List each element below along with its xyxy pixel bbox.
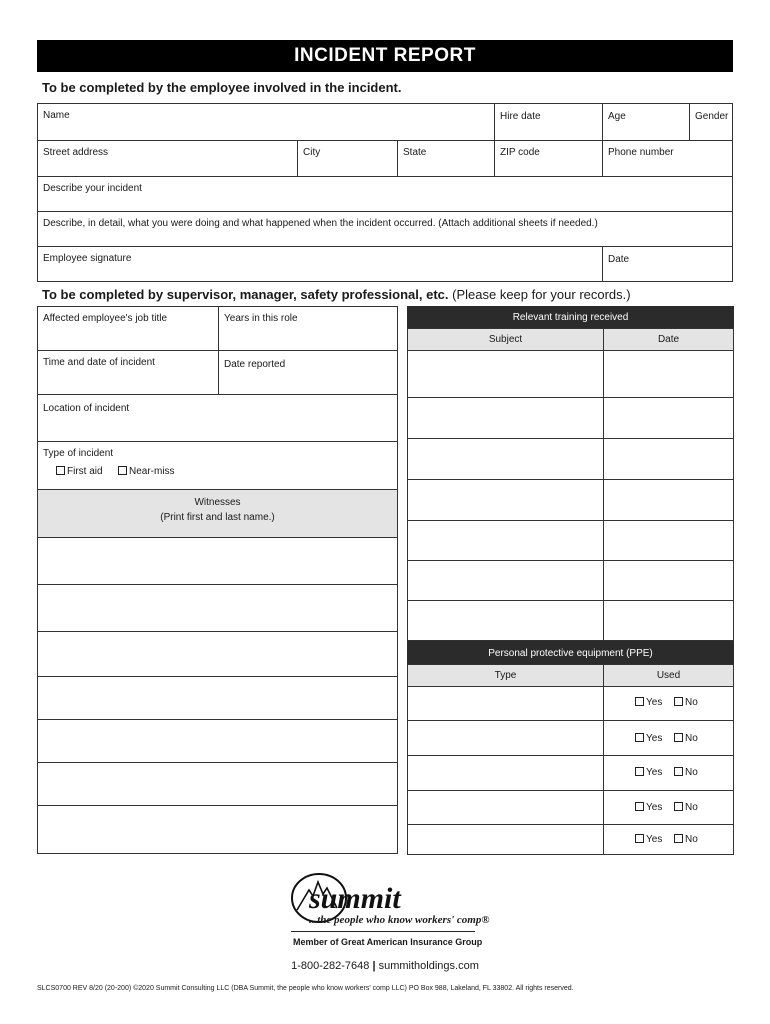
witness-line[interactable] (37, 805, 398, 854)
signature-date-field[interactable] (602, 246, 733, 282)
footer-divider (291, 931, 475, 932)
no-checkbox[interactable] (674, 802, 683, 811)
phone-number-label: Phone number (608, 147, 674, 158)
ppe-used-cell (603, 824, 734, 855)
witness-line[interactable] (37, 676, 398, 720)
witnesses-title: Witnesses (194, 497, 241, 508)
contact-line (0, 960, 770, 972)
training-date-cell[interactable] (603, 479, 734, 521)
training-date-cell[interactable] (603, 397, 734, 439)
zip-code-label: ZIP code (500, 147, 540, 158)
training-date-cell[interactable] (603, 350, 734, 398)
describe-detail-field[interactable] (37, 211, 733, 247)
type-of-incident-label: Type of incident (43, 448, 114, 459)
ppe-no-option[interactable] (674, 834, 698, 845)
name-label: Name (43, 110, 70, 121)
witness-line[interactable] (37, 719, 398, 763)
date-reported-field[interactable] (218, 350, 398, 395)
ppe-header: Personal protective equipment (PPE) (407, 641, 734, 665)
no-label: No (685, 802, 698, 813)
training-subject-cell[interactable] (407, 350, 604, 398)
training-subject-cell[interactable] (407, 560, 604, 601)
date-reported-label: Date reported (224, 359, 286, 370)
training-subject-cell[interactable] (407, 479, 604, 521)
training-date-header: Date (603, 328, 734, 351)
ppe-used-cell (603, 686, 734, 721)
fine-print: SLCS0700 REV 8/20 (20-200) ©2020 Summit Consulting LLC (DBA Summit, the people who know workers' comp LLC) PO Box 988, Lakeland, FL 33802. All rights reserved. (37, 985, 574, 992)
ppe-type-cell[interactable] (407, 720, 604, 756)
ppe-yes-option[interactable] (635, 733, 662, 744)
ppe-yes-option[interactable] (635, 697, 662, 708)
street-address-label: Street address (43, 147, 109, 158)
training-date-cell[interactable] (603, 560, 734, 601)
footer-website-link[interactable]: summitholdings.com (378, 960, 479, 972)
yes-label: Yes (646, 802, 663, 813)
supervisor-heading-text: To be completed by supervisor, manager, safety professional, etc. (42, 287, 449, 302)
no-checkbox[interactable] (674, 697, 683, 706)
zip-code-field[interactable] (494, 140, 603, 177)
describe-detail-label: Describe, in detail, what you were doing and what happened when the incident occurred. (Attach additional sheets if needed.) (43, 218, 598, 229)
ppe-yes-option[interactable] (635, 834, 662, 845)
training-subject-cell[interactable] (407, 438, 604, 480)
type-of-incident-field (37, 441, 398, 490)
employee-signature-label: Employee signature (43, 253, 132, 264)
ppe-used-cell (603, 720, 734, 756)
footer-separator: | (372, 960, 376, 972)
yes-checkbox[interactable] (635, 802, 644, 811)
hire-date-field[interactable] (494, 103, 603, 141)
witnesses-subtitle: (Print first and last name.) (160, 512, 275, 523)
yes-label: Yes (646, 733, 663, 744)
witnesses-header (37, 489, 398, 538)
yes-label: Yes (646, 767, 663, 778)
city-field[interactable] (297, 140, 398, 177)
no-label: No (685, 767, 698, 778)
yes-label: Yes (646, 697, 663, 708)
signature-date-label: Date (608, 254, 630, 265)
hire-date-label: Hire date (500, 111, 541, 122)
footer-phone[interactable]: 1-800-282-7648 (291, 960, 370, 972)
member-text: Member of Great American Insurance Group (293, 937, 483, 947)
state-label: State (403, 147, 427, 158)
near-miss-label: Near-miss (129, 466, 175, 477)
first-aid-label: First aid (67, 466, 103, 477)
witness-line[interactable] (37, 584, 398, 632)
yes-checkbox[interactable] (635, 834, 644, 843)
ppe-no-option[interactable] (674, 733, 698, 744)
job-title-field[interactable] (37, 306, 219, 351)
no-label: No (685, 733, 698, 744)
training-date-cell[interactable] (603, 600, 734, 641)
location-field[interactable] (37, 394, 398, 442)
ppe-used-cell (603, 790, 734, 825)
ppe-type-cell[interactable] (407, 790, 604, 825)
state-field[interactable] (397, 140, 495, 177)
witness-line[interactable] (37, 762, 398, 806)
time-date-label: Time and date of incident (43, 357, 155, 368)
years-in-role-label: Years in this role (224, 313, 298, 324)
supervisor-section-heading (42, 287, 631, 302)
age-field[interactable] (602, 103, 690, 141)
location-label: Location of incident (43, 403, 130, 414)
no-checkbox[interactable] (674, 767, 683, 776)
first-aid-option[interactable] (56, 466, 103, 477)
witness-line[interactable] (37, 537, 398, 585)
training-date-cell[interactable] (603, 520, 734, 561)
no-label: No (685, 697, 698, 708)
name-field[interactable] (37, 103, 495, 141)
training-subject-cell[interactable] (407, 600, 604, 641)
yes-checkbox[interactable] (635, 733, 644, 742)
describe-incident-field[interactable] (37, 176, 733, 212)
yes-label: Yes (646, 834, 663, 845)
form-title: INCIDENT REPORT (37, 40, 733, 72)
job-title-label: Affected employee's job title (43, 313, 168, 324)
summit-logo-word: summit (309, 882, 401, 915)
employee-signature-field[interactable] (37, 246, 603, 282)
ppe-no-option[interactable] (674, 767, 698, 778)
training-subject-cell[interactable] (407, 397, 604, 439)
time-date-field[interactable] (37, 350, 219, 395)
supervisor-heading-note: (Please keep for your records.) (452, 287, 631, 302)
age-label: Age (608, 111, 626, 122)
training-header: Relevant training received (407, 306, 734, 329)
ppe-yes-option[interactable] (635, 802, 662, 813)
training-subject-header: Subject (407, 328, 604, 351)
street-address-field[interactable] (37, 140, 298, 177)
gender-label: Gender (695, 111, 729, 122)
ppe-type-header: Type (407, 664, 604, 687)
yes-checkbox[interactable] (635, 697, 644, 706)
describe-incident-label: Describe your incident (43, 183, 142, 194)
gender-field[interactable] (689, 103, 733, 141)
summit-tagline: ...the people who know workers' comp® (309, 914, 490, 926)
phone-number-field[interactable] (602, 140, 733, 177)
ppe-type-cell[interactable] (407, 824, 604, 855)
ppe-type-cell[interactable] (407, 686, 604, 721)
yes-checkbox[interactable] (635, 767, 644, 776)
training-date-cell[interactable] (603, 438, 734, 480)
city-label: City (303, 147, 321, 158)
no-checkbox[interactable] (674, 834, 683, 843)
ppe-no-option[interactable] (674, 697, 698, 708)
first-aid-checkbox[interactable] (56, 466, 65, 475)
employee-section-heading: To be completed by the employee involved in the incident. (42, 80, 402, 95)
no-label: No (685, 834, 698, 845)
ppe-used-header: Used (603, 664, 734, 687)
no-checkbox[interactable] (674, 733, 683, 742)
ppe-used-cell (603, 755, 734, 791)
witness-line[interactable] (37, 631, 398, 677)
near-miss-checkbox[interactable] (118, 466, 127, 475)
ppe-type-cell[interactable] (407, 755, 604, 791)
ppe-no-option[interactable] (674, 802, 698, 813)
training-subject-cell[interactable] (407, 520, 604, 561)
years-in-role-field[interactable] (218, 306, 398, 351)
near-miss-option[interactable] (118, 466, 175, 477)
ppe-yes-option[interactable] (635, 767, 662, 778)
